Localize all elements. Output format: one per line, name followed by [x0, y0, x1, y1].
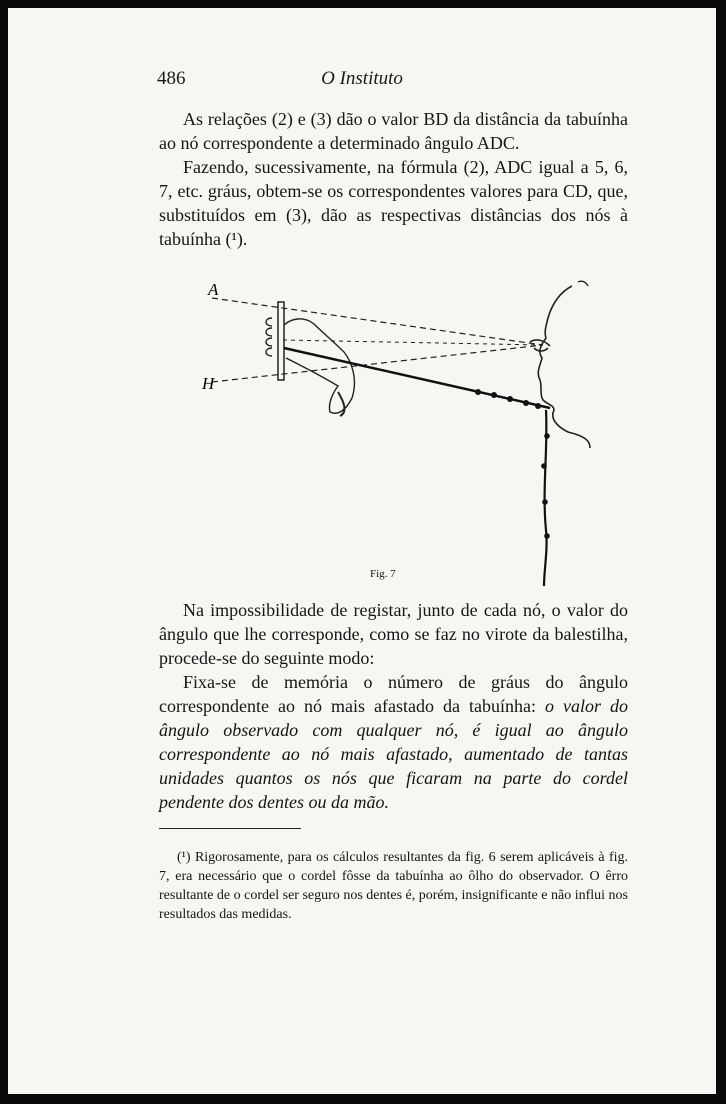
- sight-line-h: [212, 345, 543, 382]
- figure-7: [188, 270, 608, 588]
- footnote-reference: (¹): [225, 229, 243, 249]
- emphasized-rule: o valor do ângulo observado com qualquer nó, é igual ao ângulo correspondente ao nó mais afastado, aumentado de tantas unidades quantos os nós que ficaram na parte do cordel pendente dos dentes ou da mão.: [159, 696, 629, 812]
- cord-knots: [475, 389, 541, 409]
- fingers-drawing: [266, 318, 272, 356]
- label-a: A: [208, 280, 219, 299]
- running-title: O Instituto: [321, 68, 403, 89]
- hand-drawing: [284, 319, 354, 413]
- label-h: H: [202, 374, 215, 393]
- sight-diagram: [188, 270, 608, 588]
- footnote: (¹) Rigorosamente, para os cálculos resultantes da fig. 6 serem aplicáveis à fig. 7, era necessário que o cordel fôsse da tabuínha ao ôlho do observador. O êrro resultante de o cordel ser seguro nos dentes é, porém, insignificante e não influi nos resultados das medidas.: [159, 850, 629, 922]
- footnote-marker: (¹): [177, 850, 191, 865]
- text-block-top: [159, 107, 628, 251]
- footnote-divider: [159, 828, 301, 829]
- paragraph: Na impossibilidade de registar, junto de cada nó, o valor do ângulo que lhe corresponde, como se faz no virote da balestilha, procede-se do seguinte modo:: [159, 600, 628, 668]
- page-header: [8, 68, 716, 94]
- text-block-bottom: [159, 598, 628, 814]
- hair-drawing: [578, 281, 588, 286]
- sight-line-mid: [283, 340, 543, 345]
- footnotes: [159, 848, 628, 924]
- board-tabuinha: [278, 302, 284, 380]
- paragraph: Fixa-se de memória o número de gráus do ângulo correspondente ao nó mais afastado da tabuínha: o valor do ângulo observado com qualquer nó, é igual ao ângulo correspondente ao nó mais afastado, aumentado de tantas unidades quantos os nós que ficaram na parte do cordel pendente dos dentes ou da mão.: [159, 672, 629, 812]
- paragraph: As relações (2) e (3) dão o valor BD da distância da tabuínha ao nó correspondente a determinado ângulo ADC.: [159, 109, 628, 153]
- sight-line-a: [212, 298, 543, 345]
- figure-caption: Fig. 7: [370, 568, 396, 580]
- book-page: [8, 8, 716, 1094]
- page-number: 486: [157, 68, 186, 89]
- paragraph: Fazendo, sucessivamente, na fórmula (2), ADC igual a 5, 6, 7, etc. gráus, obtem-se os correspondentes valores para CD, que, substituídos em (3), dão as respectivas distâncias dos nós à tabuínha (¹).: [159, 157, 628, 249]
